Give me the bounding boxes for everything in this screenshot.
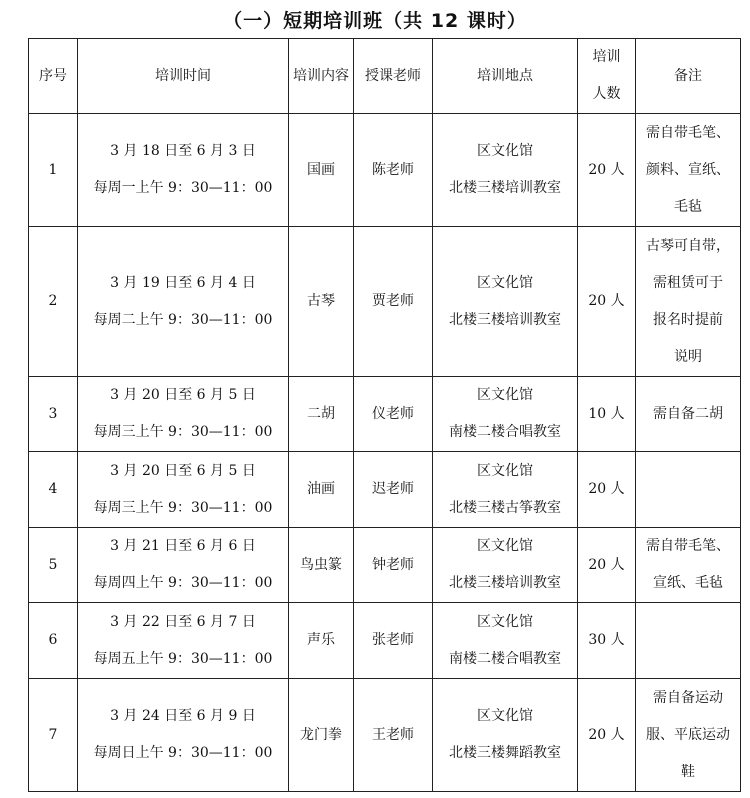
cell-time bbox=[78, 452, 289, 528]
cell-count bbox=[578, 452, 636, 528]
schedule-table bbox=[28, 38, 741, 792]
cell-subject bbox=[289, 603, 354, 679]
subject: 油画 bbox=[307, 481, 335, 497]
subject: 声乐 bbox=[307, 632, 335, 648]
cell-note bbox=[636, 528, 741, 603]
cell-subject bbox=[289, 114, 354, 227]
cell-no bbox=[29, 377, 78, 452]
note-line: 鞋 bbox=[681, 763, 695, 780]
cell-note bbox=[636, 114, 741, 227]
cell-location bbox=[433, 603, 578, 679]
cell-count bbox=[578, 114, 636, 227]
row-number: 3 bbox=[48, 405, 58, 422]
teacher: 王老师 bbox=[372, 726, 414, 743]
table-row bbox=[29, 679, 741, 792]
date-range: 3 月 19 日至 6 月 4 日 bbox=[110, 274, 256, 291]
note-line: 颜料、宣纸、 bbox=[646, 161, 730, 178]
location-line1: 区文化馆 bbox=[477, 274, 533, 291]
table-row bbox=[29, 227, 741, 377]
page-title: （一）短期培训班（共 12 课时） bbox=[223, 10, 527, 32]
header-teacher: 授课老师 bbox=[354, 39, 433, 114]
cell-teacher bbox=[354, 452, 433, 528]
headcount: 20 人 bbox=[588, 161, 625, 178]
header-location: 培训地点 bbox=[433, 39, 578, 114]
cell-count bbox=[578, 603, 636, 679]
cell-no bbox=[29, 114, 78, 227]
note-line: 需租赁可于 bbox=[653, 274, 723, 291]
subject: 龙门拳 bbox=[300, 726, 342, 743]
time-slot: 每周三上午 9：30—11：00 bbox=[93, 424, 273, 440]
location-line2: 北楼三楼培训教室 bbox=[449, 311, 561, 328]
location-line1: 区文化馆 bbox=[477, 143, 533, 159]
time-slot: 每周五上午 9：30—11：00 bbox=[93, 650, 273, 667]
table-header-row bbox=[29, 39, 741, 114]
cell-teacher bbox=[354, 679, 433, 792]
row-number: 5 bbox=[48, 556, 58, 573]
header-count-line1: 培训 bbox=[592, 49, 621, 65]
cell-no bbox=[29, 452, 78, 528]
cell-count bbox=[578, 679, 636, 792]
cell-note bbox=[636, 452, 741, 528]
date-range: 3 月 21 日至 6 月 6 日 bbox=[110, 538, 256, 554]
row-number: 7 bbox=[48, 726, 58, 743]
time-slot: 每周一上午 9：30—11：00 bbox=[93, 180, 273, 196]
location-line2: 北楼三楼古筝教室 bbox=[449, 499, 561, 516]
headcount: 20 人 bbox=[588, 293, 625, 309]
location-line1: 区文化馆 bbox=[477, 613, 533, 630]
row-number: 1 bbox=[48, 161, 58, 178]
cell-subject bbox=[289, 452, 354, 528]
headcount: 10 人 bbox=[588, 405, 625, 422]
location-line2: 北楼三楼培训教室 bbox=[449, 575, 561, 591]
date-range: 3 月 20 日至 6 月 5 日 bbox=[110, 462, 256, 479]
row-number: 6 bbox=[48, 632, 58, 648]
cell-time bbox=[78, 528, 289, 603]
teacher: 贾老师 bbox=[372, 293, 414, 309]
cell-teacher bbox=[354, 377, 433, 452]
location-line2: 南楼二楼合唱教室 bbox=[449, 650, 561, 667]
date-range: 3 月 24 日至 6 月 9 日 bbox=[110, 708, 256, 724]
time-slot: 每周三上午 9：30—11：00 bbox=[93, 499, 273, 516]
table-row bbox=[29, 603, 741, 679]
cell-count bbox=[578, 528, 636, 603]
cell-location bbox=[433, 114, 578, 227]
cell-time bbox=[78, 114, 289, 227]
header-subject: 培训内容 bbox=[289, 39, 354, 114]
cell-location bbox=[433, 377, 578, 452]
note-line: 需自带毛笔、 bbox=[646, 538, 730, 554]
cell-note bbox=[636, 377, 741, 452]
cell-no bbox=[29, 227, 78, 377]
cell-teacher bbox=[354, 114, 433, 227]
cell-no bbox=[29, 679, 78, 792]
location-line1: 区文化馆 bbox=[477, 708, 533, 724]
note-line: 古琴可自带， bbox=[646, 237, 730, 254]
cell-note bbox=[636, 227, 741, 377]
note-line: 说明 bbox=[674, 348, 702, 365]
headcount: 20 人 bbox=[588, 726, 625, 743]
location-line2: 南楼二楼合唱教室 bbox=[449, 424, 561, 440]
headcount: 20 人 bbox=[588, 481, 625, 497]
cell-location bbox=[433, 679, 578, 792]
header-no: 序号 bbox=[29, 39, 78, 114]
date-range: 3 月 22 日至 6 月 7 日 bbox=[110, 613, 256, 630]
cell-note bbox=[636, 603, 741, 679]
teacher: 钟老师 bbox=[372, 556, 414, 573]
table-row bbox=[29, 528, 741, 603]
table-row bbox=[29, 114, 741, 227]
location-line1: 区文化馆 bbox=[477, 462, 533, 479]
date-range: 3 月 20 日至 6 月 5 日 bbox=[110, 387, 256, 403]
header-note: 备注 bbox=[636, 39, 741, 114]
header-count bbox=[578, 39, 636, 114]
cell-teacher bbox=[354, 603, 433, 679]
cell-teacher bbox=[354, 528, 433, 603]
cell-subject bbox=[289, 227, 354, 377]
note-line: 报名时提前 bbox=[653, 311, 723, 328]
subject: 二胡 bbox=[307, 405, 335, 422]
cell-location bbox=[433, 452, 578, 528]
cell-count bbox=[578, 227, 636, 377]
cell-no bbox=[29, 603, 78, 679]
time-slot: 每周日上午 9：30—11：00 bbox=[93, 745, 273, 761]
cell-note bbox=[636, 679, 741, 792]
note-line: 宣纸、毛毡 bbox=[653, 575, 723, 591]
cell-teacher bbox=[354, 227, 433, 377]
teacher: 迟老师 bbox=[372, 481, 414, 497]
time-slot: 每周二上午 9：30—11：00 bbox=[93, 311, 273, 328]
cell-subject bbox=[289, 679, 354, 792]
cell-time bbox=[78, 679, 289, 792]
location-line2: 北楼三楼培训教室 bbox=[449, 180, 561, 196]
note-line: 服、平底运动 bbox=[646, 726, 730, 743]
note-line: 需自备二胡 bbox=[653, 405, 723, 422]
location-line1: 区文化馆 bbox=[477, 538, 533, 554]
cell-time bbox=[78, 377, 289, 452]
cell-location bbox=[433, 227, 578, 377]
teacher: 陈老师 bbox=[372, 161, 414, 178]
location-line1: 区文化馆 bbox=[477, 387, 533, 403]
header-time: 培训时间 bbox=[78, 39, 289, 114]
table-row bbox=[29, 452, 741, 528]
date-range: 3 月 18 日至 6 月 3 日 bbox=[110, 143, 256, 159]
cell-location bbox=[433, 528, 578, 603]
cell-subject bbox=[289, 377, 354, 452]
note-line: 毛毡 bbox=[674, 198, 702, 215]
headcount: 30 人 bbox=[588, 632, 625, 648]
subject: 鸟虫篆 bbox=[300, 556, 342, 573]
note-line: 需自备运动 bbox=[653, 689, 723, 706]
teacher: 仪老师 bbox=[372, 405, 414, 422]
cell-no bbox=[29, 528, 78, 603]
headcount: 20 人 bbox=[588, 556, 625, 573]
cell-count bbox=[578, 377, 636, 452]
row-number: 4 bbox=[48, 481, 58, 497]
cell-time bbox=[78, 603, 289, 679]
location-line2: 北楼三楼舞蹈教室 bbox=[449, 745, 561, 761]
teacher: 张老师 bbox=[372, 632, 414, 648]
note-line: 需自带毛笔、 bbox=[646, 124, 730, 141]
cell-subject bbox=[289, 528, 354, 603]
subject: 古琴 bbox=[307, 293, 335, 309]
subject: 国画 bbox=[307, 161, 335, 178]
row-number: 2 bbox=[48, 293, 58, 309]
time-slot: 每周四上午 9：30—11：00 bbox=[93, 575, 273, 591]
table-row bbox=[29, 377, 741, 452]
cell-time bbox=[78, 227, 289, 377]
header-count-line2: 人数 bbox=[592, 86, 621, 102]
